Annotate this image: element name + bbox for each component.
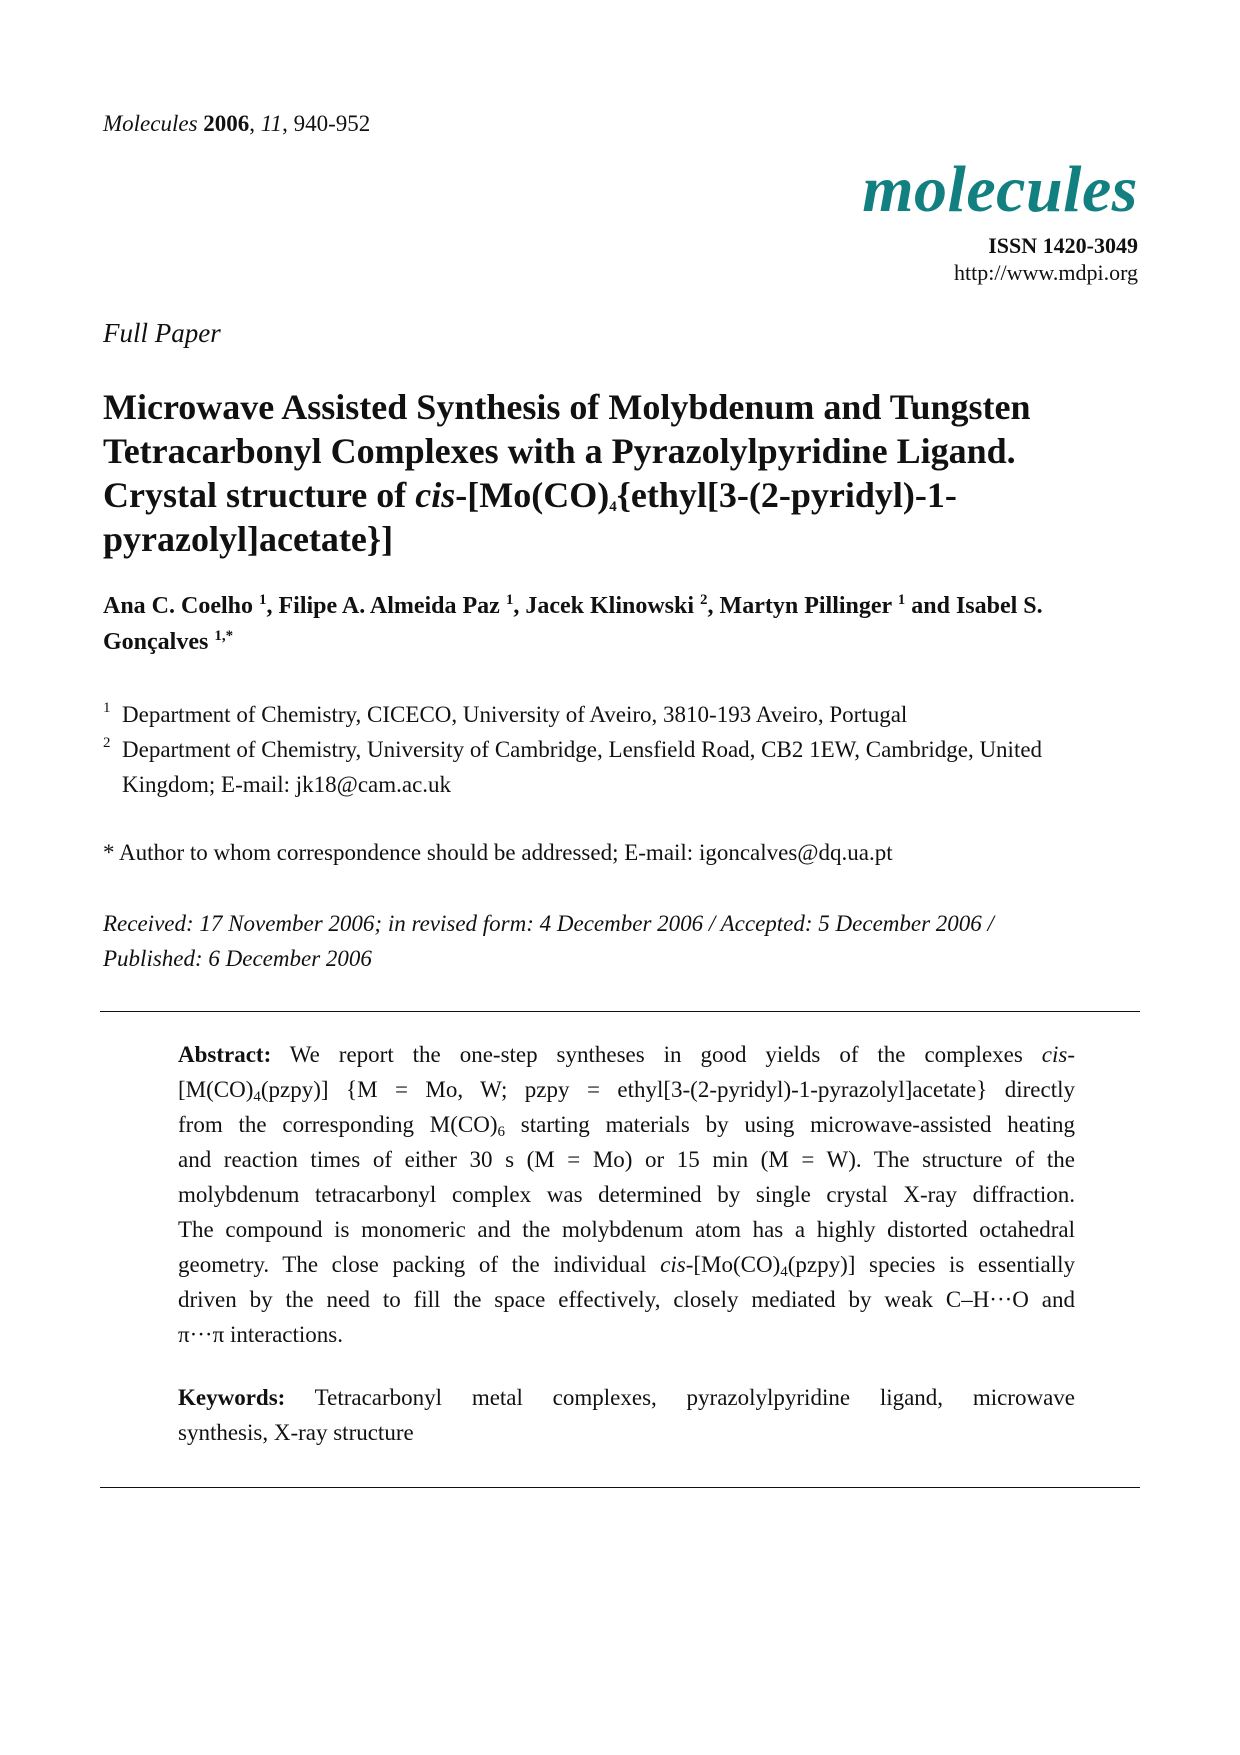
title-line: pyrazolyl]acetate}] [103, 519, 394, 559]
citation: Molecules 2006, 11, 940-952 [103, 111, 371, 136]
divider [100, 1011, 1140, 1012]
author-name: Jacek Klinowski [525, 593, 695, 619]
affiliation-2 [103, 732, 1143, 802]
author-name: Filipe A. Almeida Paz [278, 593, 500, 619]
author-list: Ana C. Coelho $^1$, Filipe A. Almeida Paz $^1$, Jacek Klinowski $^2$, Martyn Pillinger $^1$ and Isabel S. Gonçalves $^{1,*}$ [103, 592, 1043, 655]
journal-logo: molecules [862, 153, 1138, 226]
author-name: Gonçalves [103, 629, 209, 655]
author-name: Ana C. Coelho [103, 593, 254, 619]
author-affiliation-mark: 1,* [214, 628, 234, 644]
title-line: Microwave Assisted Synthesis of Molybdenum and Tungsten [103, 387, 1031, 427]
affiliation-1 [103, 697, 1143, 732]
author-affiliation-mark: 1 [505, 592, 514, 608]
abstract-label: Abstract: [178, 1042, 272, 1067]
journal-name: Molecules [103, 111, 198, 136]
abstract: Abstract: We report the one-step syntheses in good yields of the complexes cis- $[M(CO)_4(pzpy)] \{M = Mo$, W; pzpy = ethyl[3-(2-pyridyl)-1-pyrazolyl]acetate} directly from the corresponding $M(CO)_6$ starting materials by using microwave-assisted heating and reaction times of either 30 s (M = Mo) or 15 min (M = W). The structure of the molybdenum tetracarbonyl complex was determined by single crystal X-ray diffraction. The compound is monomeric and the molybdenum atom has a highly distorted octahedral geometry. The close packing of the individual cis-$[Mo(CO)_4(pzpy)]$ species is essentially driven by the need to fill the space effectively, closely mediated by weak C–H···O and π···π interactions. [178, 1042, 1076, 1347]
correspondence-note: * Author to whom correspondence should be addressed; E-mail: igoncalves@dq.ua.pt [103, 840, 893, 865]
publication-dates [103, 906, 994, 976]
affiliation-text: Kingdom; E-mail: jk18@cam.ac.uk [122, 772, 452, 797]
paper-type: Full Paper [103, 318, 221, 348]
paper-title [103, 385, 1143, 561]
journal-pages: , 940-952 [282, 111, 371, 136]
dates-line: Received: 17 November 2006; in revised form: 4 December 2006 / Accepted: 5 December 2006 / [103, 911, 994, 936]
journal-volume: 11 [260, 111, 283, 136]
title-line: Tetracarbonyl Complexes with a Pyrazolylpyridine Ligand. [103, 431, 1016, 471]
author-name: Martyn Pillinger [719, 593, 892, 619]
keywords: Keywords: Tetracarbonyl metal complexes, pyrazolylpyridine ligand, microwave synthesis, X-ray structure [178, 1385, 1075, 1445]
journal-year: 2006 [203, 111, 250, 136]
author-name: Isabel S. [955, 593, 1043, 619]
issn: ISSN 1420-3049 [988, 233, 1138, 258]
journal-url[interactable]: http://www.mdpi.org [954, 260, 1138, 285]
affiliation-text: Department of Chemistry, University of Cambridge, Lensfield Road, CB2 1EW, Cambridge, United [122, 737, 1043, 762]
title-line: Crystal structure of cis-[$Mo(CO)_4\{ethyl[3-(2-pyridyl)-1-$ [103, 475, 957, 515]
divider [100, 1487, 1140, 1488]
author-affiliation-mark: 1 [897, 592, 906, 608]
dates-line: Published: 6 December 2006 [103, 946, 372, 971]
author-affiliation-mark: 1 [259, 592, 267, 608]
authors-and: and [911, 593, 950, 619]
affiliation-text: Department of Chemistry, CICECO, University of Aveiro, 3810-193 Aveiro, Portugal [122, 702, 908, 727]
author-affiliation-mark: 2 [700, 592, 708, 608]
affiliation-mark: 1 [103, 700, 111, 716]
affiliation-mark: 2 [103, 735, 111, 751]
keywords-label: Keywords: [178, 1385, 286, 1410]
